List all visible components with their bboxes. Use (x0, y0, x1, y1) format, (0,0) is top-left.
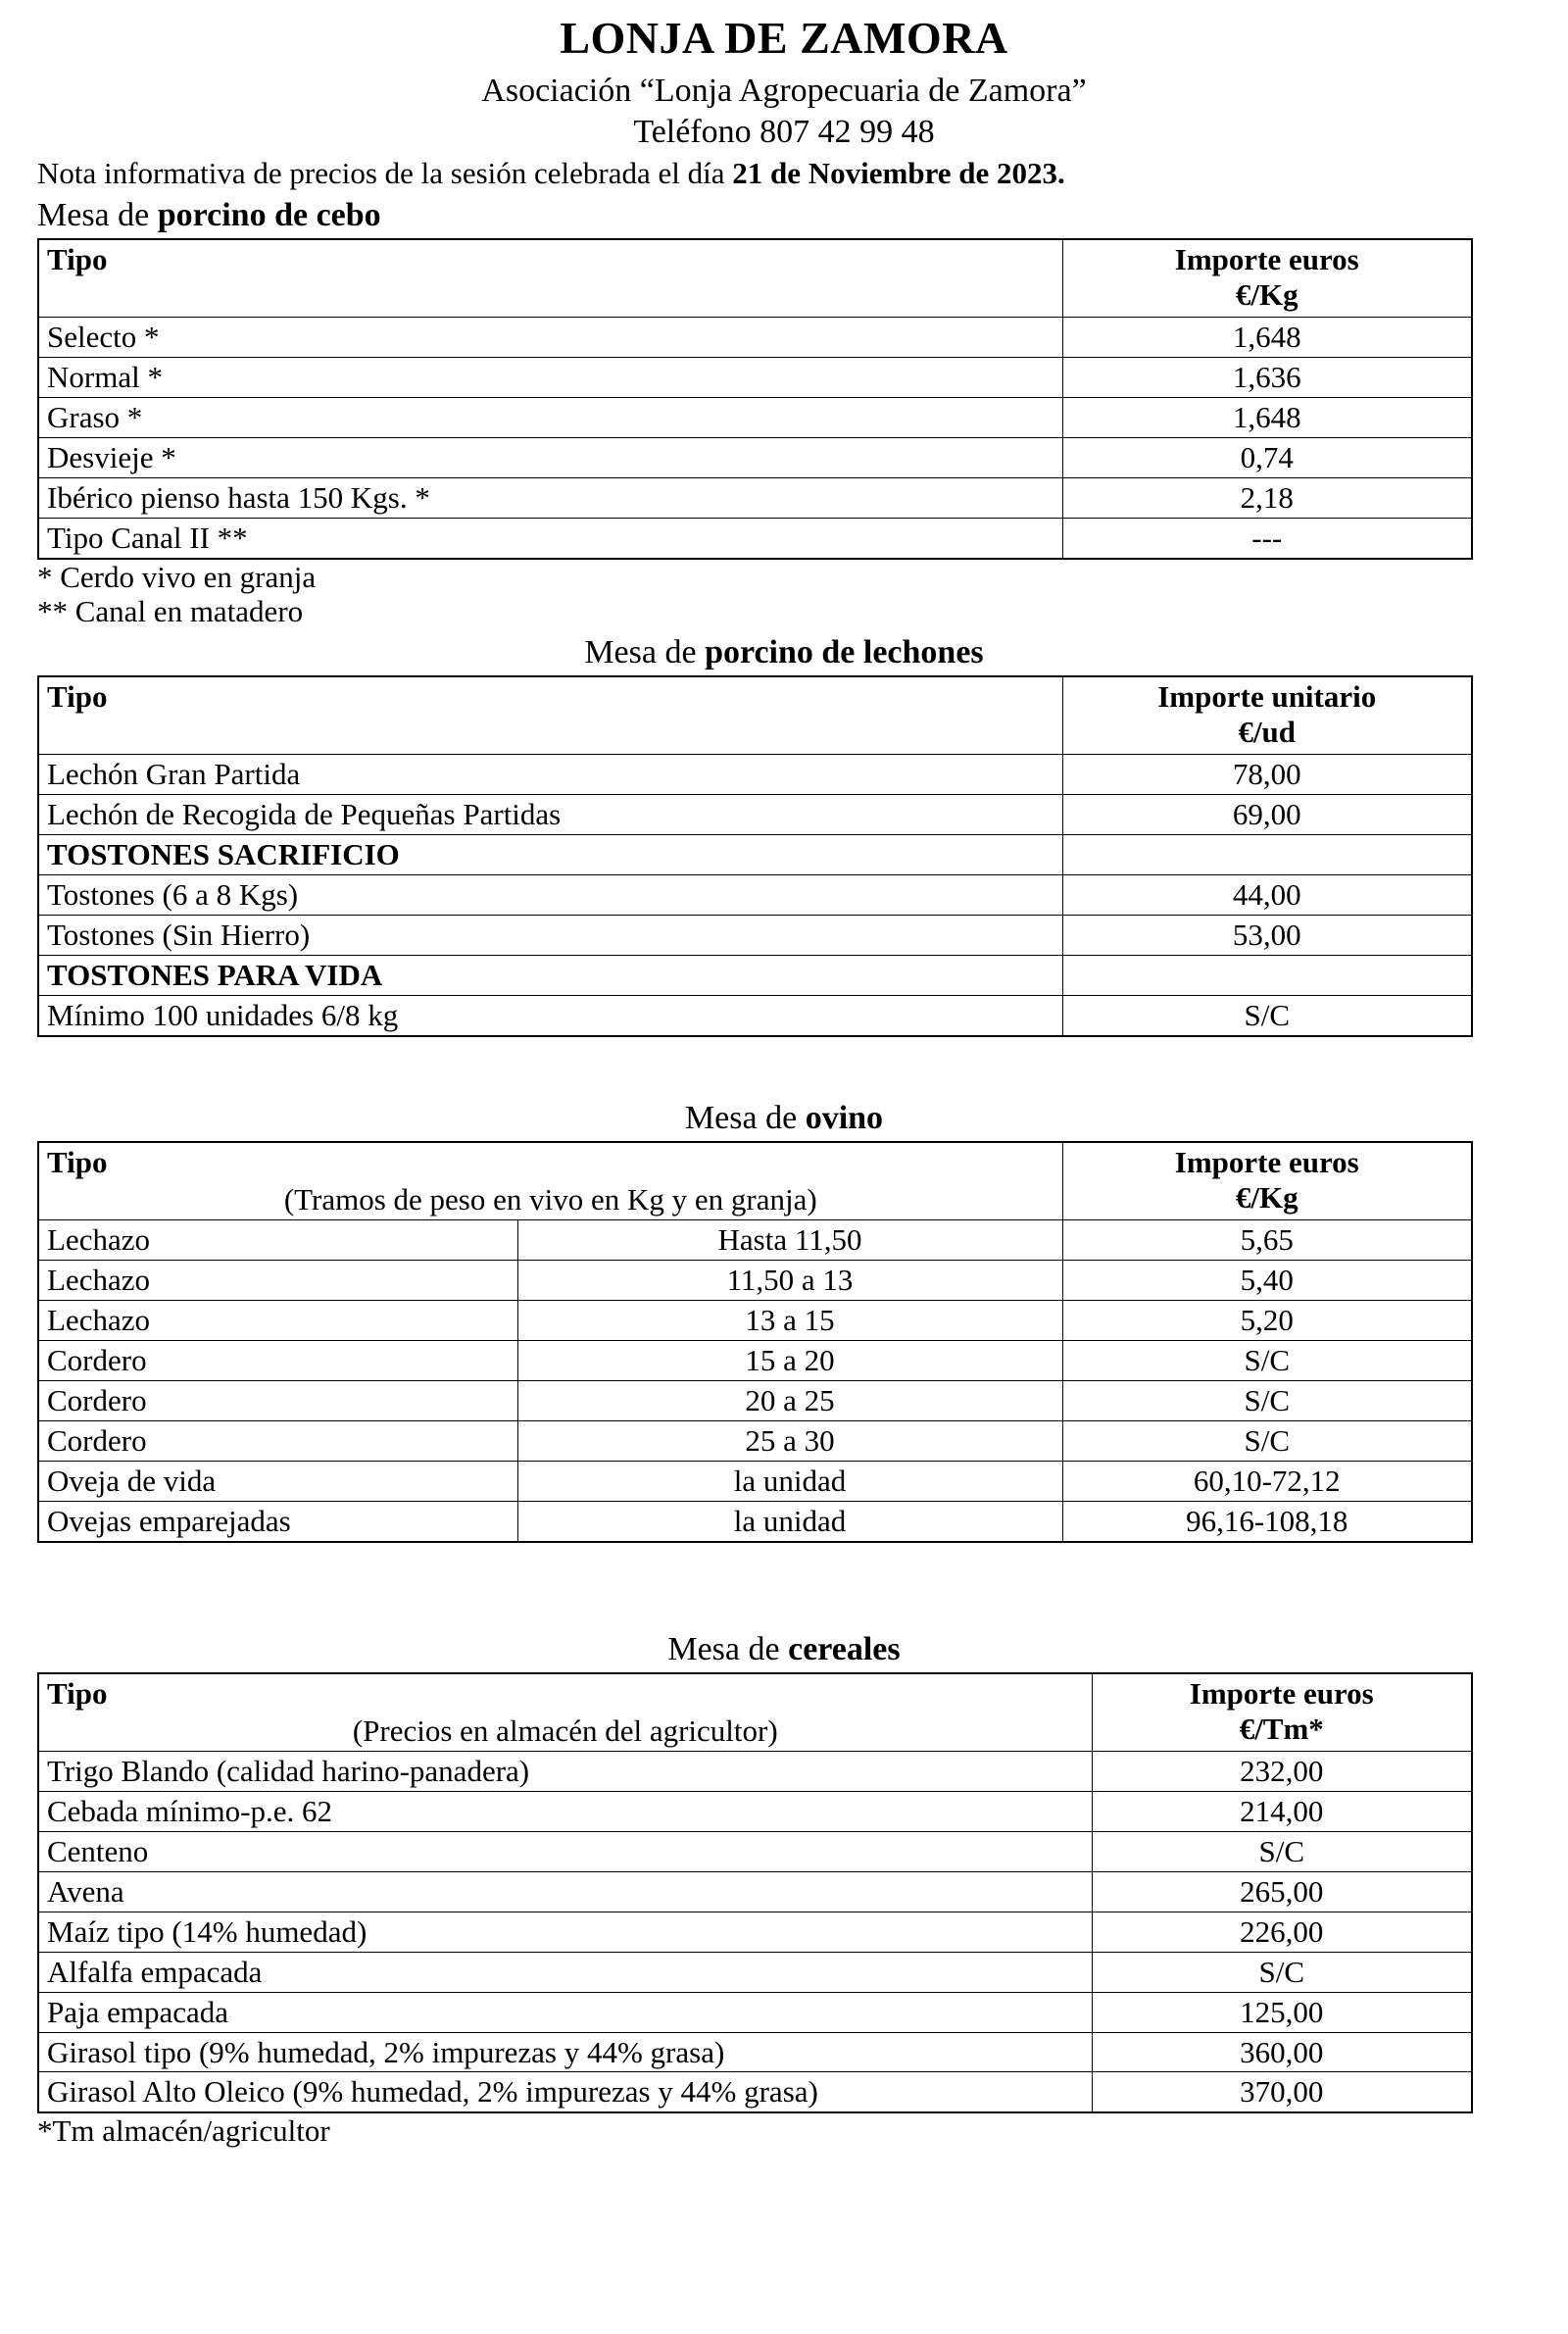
table-header-row (38, 239, 1472, 318)
cell-tipo: Cordero (38, 1420, 517, 1461)
table-row (38, 437, 1472, 477)
cell-tipo: Lechazo (38, 1301, 517, 1341)
column-header-tipo-label: Tipo (47, 1675, 108, 1711)
column-header-importe-line2: €/Tm* (1239, 1711, 1324, 1746)
cell-importe: 5,40 (1062, 1261, 1472, 1301)
cell-importe: 1,648 (1062, 317, 1472, 357)
section-caption-cebo (0, 197, 1568, 234)
table-row (38, 1341, 1472, 1381)
table-row (38, 1220, 1472, 1261)
caption-strong: porcino de cebo (157, 196, 381, 233)
cell-tipo: Lechazo (38, 1261, 517, 1301)
column-header-importe-line1: Importe euros (1189, 1675, 1374, 1711)
table-row (38, 2032, 1472, 2072)
cell-tipo: Selecto * (38, 317, 1062, 357)
cell-tramo: la unidad (517, 1461, 1062, 1501)
cell-tipo: Ovejas emparejadas (38, 1501, 517, 1541)
cell-tipo: TOSTONES PARA VIDA (38, 956, 1062, 996)
table-row (38, 1420, 1472, 1461)
cell-importe: S/C (1062, 996, 1472, 1036)
cell-tipo: Cebada mínimo-p.e. 62 (38, 1791, 1092, 1831)
cell-importe: S/C (1062, 1380, 1472, 1420)
cell-tipo: Cordero (38, 1341, 517, 1381)
cell-tramo: 11,50 a 13 (517, 1261, 1062, 1301)
footnote-cebo-2: ** Canal en matadero (37, 594, 304, 628)
cell-importe: 53,00 (1062, 916, 1472, 956)
table-row (38, 1871, 1472, 1912)
table-porcino-lechones (37, 675, 1473, 1037)
table-header-row (38, 1142, 1472, 1220)
table-row (38, 1501, 1472, 1541)
association-name: Asociación “Lonja Agropecuaria de Zamora” (481, 73, 1087, 109)
table-row (38, 1380, 1472, 1420)
cell-tipo: Oveja de vida (38, 1461, 517, 1501)
section-caption-lechones (0, 634, 1568, 671)
column-header-importe-line1: Importe euros (1174, 1145, 1359, 1180)
cell-tipo: Alfalfa empacada (38, 1952, 1092, 1992)
cell-importe: 1,636 (1062, 357, 1472, 397)
table-header-row (38, 1673, 1472, 1752)
cell-tipo: Tipo Canal II ** (38, 518, 1062, 558)
cell-tipo: Girasol tipo (9% humedad, 2% impurezas y 44% grasa) (38, 2032, 1092, 2072)
cell-importe: 78,00 (1062, 755, 1472, 795)
cell-tramo: la unidad (517, 1501, 1062, 1541)
table-row-group-heading (38, 956, 1472, 996)
section-caption-cereales (0, 1631, 1568, 1668)
cell-importe: 370,00 (1092, 2072, 1472, 2112)
caption-prefix: Mesa de (584, 634, 706, 671)
column-header-importe (1062, 239, 1472, 318)
cell-importe: 2,18 (1062, 477, 1472, 518)
column-header-tipo (38, 676, 1062, 755)
caption-strong: porcino de lechones (705, 634, 984, 671)
cell-tramo: 15 a 20 (517, 1341, 1062, 1381)
column-header-importe (1062, 676, 1472, 755)
cell-importe: S/C (1062, 1341, 1472, 1381)
table-row (38, 1791, 1472, 1831)
table-row (38, 1261, 1472, 1301)
column-header-tipo-sublabel: (Tramos de peso en vivo en Kg y en granja) (283, 1182, 817, 1217)
cell-importe: 44,00 (1062, 875, 1472, 916)
table-row (38, 795, 1472, 835)
table-porcino-cebo (37, 238, 1473, 560)
table-row (38, 1461, 1472, 1501)
column-header-tipo-sublabel: (Precios en almacén del agricultor) (352, 1713, 778, 1748)
cell-tramo: 25 a 30 (517, 1420, 1062, 1461)
cell-importe: 60,10-72,12 (1062, 1461, 1472, 1501)
table-cereales (37, 1672, 1473, 2114)
column-header-tipo (38, 1142, 1062, 1220)
table-row (38, 996, 1472, 1036)
cell-importe: 214,00 (1092, 1791, 1472, 1831)
cell-importe: 69,00 (1062, 795, 1472, 835)
cell-tipo: Centeno (38, 1831, 1092, 1871)
column-header-tipo (38, 1673, 1092, 1752)
session-date: 21 de Noviembre de 2023. (732, 156, 1065, 191)
cell-tipo: Cordero (38, 1380, 517, 1420)
table-row (38, 755, 1472, 795)
column-header-importe (1092, 1673, 1472, 1752)
cell-tipo: Avena (38, 1871, 1092, 1912)
cell-tramo: Hasta 11,50 (517, 1220, 1062, 1261)
table-row (38, 2072, 1472, 2112)
cell-importe: S/C (1062, 1420, 1472, 1461)
cell-tipo: Maíz tipo (14% humedad) (38, 1912, 1092, 1952)
footnote-cebo-1: * Cerdo vivo en granja (37, 559, 317, 594)
column-header-importe-line2: €/Kg (1235, 1180, 1298, 1216)
cell-importe: 125,00 (1092, 1992, 1472, 2032)
cell-importe: 1,648 (1062, 397, 1472, 437)
cell-importe: 96,16-108,18 (1062, 1501, 1472, 1541)
cell-importe: S/C (1092, 1952, 1472, 1992)
cell-tipo: TOSTONES SACRIFICIO (38, 835, 1062, 875)
cell-tipo: Graso * (38, 397, 1062, 437)
cell-tipo: Girasol Alto Oleico (9% humedad, 2% impurezas y 44% grasa) (38, 2072, 1092, 2112)
table-row (38, 477, 1472, 518)
cell-importe: 265,00 (1092, 1871, 1472, 1912)
table-row (38, 1912, 1472, 1952)
caption-strong: ovino (805, 1100, 884, 1137)
section-caption-ovino (0, 1100, 1568, 1137)
column-header-tipo-label: Tipo (47, 1145, 108, 1180)
column-header-importe-line1: Importe euros (1174, 241, 1359, 276)
session-note-prefix: Nota informativa de precios de la sesión celebrada el día (37, 156, 733, 191)
cell-importe (1062, 835, 1472, 875)
cell-importe: 226,00 (1092, 1912, 1472, 1952)
phone-line: Teléfono 807 42 99 48 (633, 114, 935, 151)
cell-importe (1062, 956, 1472, 996)
cell-importe: --- (1062, 518, 1472, 558)
column-header-importe-line1: Importe unitario (1157, 679, 1377, 715)
cell-tipo: Paja empacada (38, 1992, 1092, 2032)
cell-importe: S/C (1092, 1831, 1472, 1871)
table-row (38, 875, 1472, 916)
column-header-importe (1062, 1142, 1472, 1220)
cell-tramo: 20 a 25 (517, 1380, 1062, 1420)
table-row (38, 518, 1472, 558)
table-row (38, 317, 1472, 357)
table-row (38, 1952, 1472, 1992)
table-row (38, 916, 1472, 956)
cell-tipo: Lechazo (38, 1220, 517, 1261)
cell-tipo: Lechón de Recogida de Pequeñas Partidas (38, 795, 1062, 835)
table-row (38, 1301, 1472, 1341)
column-header-importe-line2: €/Kg (1235, 276, 1298, 312)
table-row-group-heading (38, 835, 1472, 875)
column-header-importe-line2: €/ud (1238, 715, 1297, 750)
caption-prefix: Mesa de (667, 1630, 789, 1667)
table-ovino (37, 1141, 1473, 1543)
caption-strong: cereales (788, 1630, 901, 1667)
caption-prefix: Mesa de (37, 196, 158, 233)
spacer (0, 1037, 1568, 1094)
cell-tipo: Tostones (6 a 8 Kgs) (38, 875, 1062, 916)
column-header-tipo-label: Tipo (47, 679, 108, 715)
cell-tipo: Tostones (Sin Hierro) (38, 916, 1062, 956)
cell-tipo: Ibérico pienso hasta 150 Kgs. * (38, 477, 1062, 518)
cell-tipo: Trigo Blando (calidad harino-panadera) (38, 1751, 1092, 1791)
cell-tramo: 13 a 15 (517, 1301, 1062, 1341)
cell-importe: 0,74 (1062, 437, 1472, 477)
page-title: LONJA DE ZAMORA (560, 13, 1008, 63)
table-header-row (38, 676, 1472, 755)
cell-tipo: Lechón Gran Partida (38, 755, 1062, 795)
table-row (38, 1992, 1472, 2032)
cell-tipo: Normal * (38, 357, 1062, 397)
spacer (0, 1543, 1568, 1625)
cell-importe: 5,20 (1062, 1301, 1472, 1341)
cell-tipo: Desvieje * (38, 437, 1062, 477)
cell-importe: 232,00 (1092, 1751, 1472, 1791)
footnote-cereales-1: *Tm almacén/agricultor (37, 2113, 330, 2149)
cell-importe: 5,65 (1062, 1220, 1472, 1261)
caption-prefix: Mesa de (684, 1100, 806, 1137)
table-row (38, 397, 1472, 437)
session-note (0, 157, 1568, 191)
table-row (38, 1751, 1472, 1791)
cell-tipo: Mínimo 100 unidades 6/8 kg (38, 996, 1062, 1036)
column-header-tipo-label: Tipo (47, 241, 108, 276)
cell-importe: 360,00 (1092, 2032, 1472, 2072)
table-row (38, 357, 1472, 397)
column-header-tipo (38, 239, 1062, 318)
table-row (38, 1831, 1472, 1871)
